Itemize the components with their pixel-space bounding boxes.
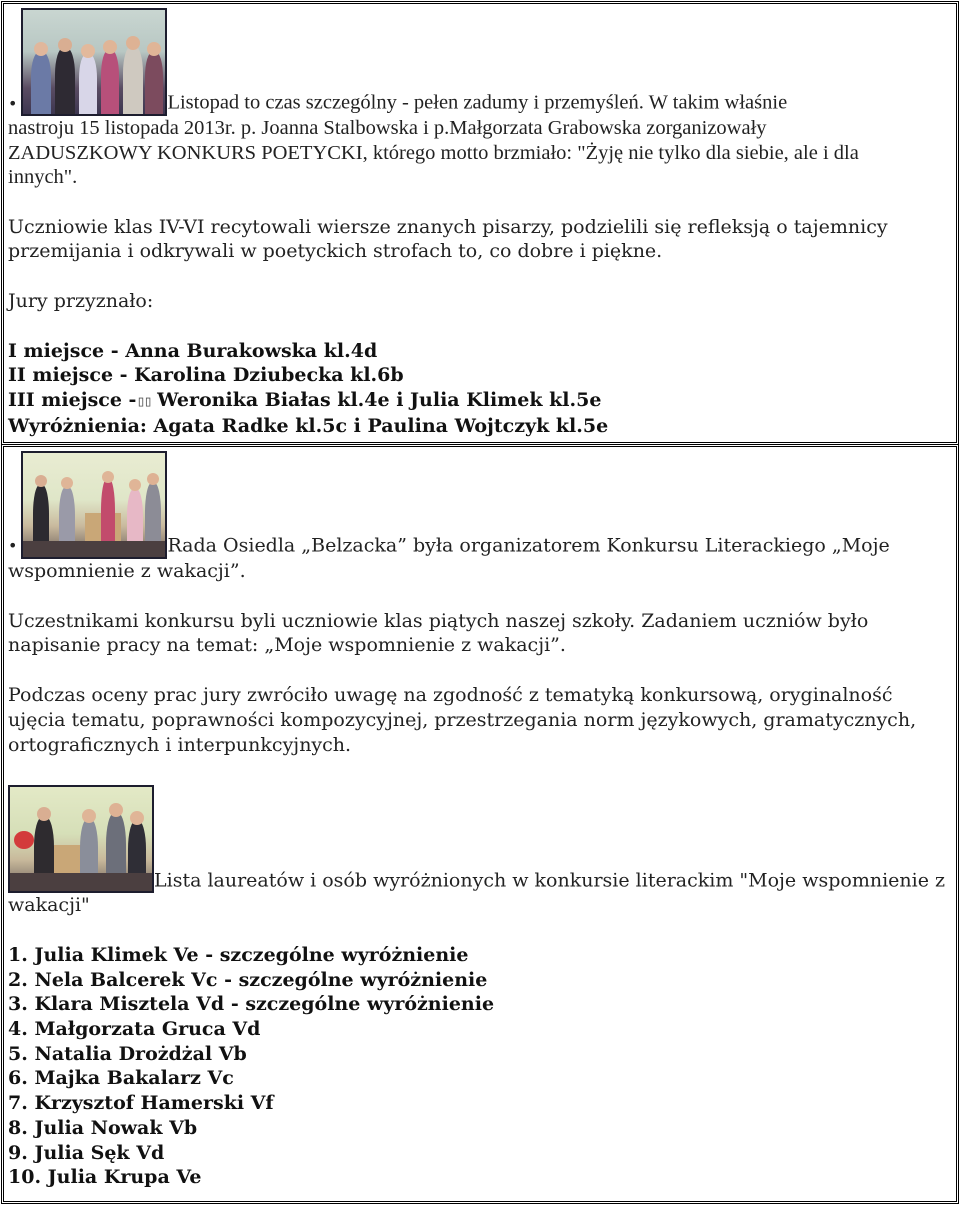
bullet: •	[8, 93, 18, 113]
list-item: 3. Klara Misztela Vd - szczególne wyróżnienie	[8, 993, 495, 1016]
list-item: 10. Julia Krupa Ve	[8, 1166, 202, 1189]
first-place: I miejsce - Anna Burakowska kl.4d	[8, 339, 378, 362]
intro-line-3: ZADUSZKOWY KONKURS POETYCKI, którego motto brzmiało: "Żyję nie tylko dla siebie, ale i dla	[8, 141, 859, 164]
missing-glyphs-icon: ▯▯	[136, 392, 151, 411]
laureates-title	[8, 785, 952, 918]
intro-line-1: Rada Osiedla „Belzacka” była organizatorem Konkursu Literackiego „Moje	[167, 534, 890, 557]
ceremony-photo-icon	[21, 451, 167, 559]
list-title-line-2: wakacji"	[8, 894, 90, 917]
list-item: 2. Nela Balcerek Vc - szczególne wyróżnienie	[8, 968, 488, 991]
award-photo-icon	[8, 785, 154, 893]
list-item: 4. Małgorzata Gruca Vd	[8, 1018, 261, 1041]
list-item: 1. Julia Klimek Ve - szczególne wyróżnienie	[8, 943, 469, 966]
poetry-intro	[8, 8, 952, 190]
third-place-label: III miejsce -	[8, 389, 137, 412]
intro-line-1: Listopad to czas szczególny - pełen zadumy i przemyśleń. W takim właśnie	[167, 91, 788, 114]
list-item: 8. Julia Nowak Vb	[8, 1116, 198, 1139]
recitation-paragraph: Uczniowie klas IV-VI recytowali wiersze znanych pisarzy, podzielili się refleksją o tajemnicy przemijania i odkrywali w poetyckich strofach to, co dobre i piękne.	[8, 215, 888, 263]
article-page	[3, 3, 957, 1205]
jury-heading: Jury przyznało:	[8, 289, 154, 312]
third-place-names: Weronika Białas kl.4e i Julia Klimek kl.5e	[150, 389, 602, 412]
evaluation-paragraph: Podczas oceny prac jury zwróciło uwagę na zgodność z tematyką konkursową, oryginalność ujęcia tematu, poprawności kompozycyjnej, przestrzegania norm językowych, gramatycznych, ortograficznych i interpunkcyjnych.	[8, 684, 917, 756]
intro-line-2: nastroju 15 listopada 2013r. p. Joanna Stalbowska i p.Małgorzata Grabowska zorganizowały	[8, 117, 767, 139]
intro-line-2: wspomnienie z wakacji”.	[8, 560, 246, 582]
list-item: 7. Krzysztof Hamerski Vf	[8, 1092, 274, 1115]
participants-paragraph: Uczestnikami konkursu byli uczniowie klas piątych naszej szkoły. Zadaniem uczniów było napisanie pracy na temat: „Moje wspomnienie z wakacji”.	[8, 609, 869, 657]
list-item: 6. Majka Bakalarz Vc	[8, 1067, 234, 1090]
list-item: 9. Julia Sęk Vd	[8, 1141, 165, 1164]
poetry-contest-section	[3, 3, 957, 443]
bullet: •	[8, 536, 18, 556]
laureates-list	[8, 943, 952, 1190]
third-place	[8, 388, 952, 414]
second-place: II miejsce - Karolina Dziubecka kl.6b	[8, 364, 404, 387]
distinctions: Wyróżnienia: Agata Radke kl.5c i Paulina Wojtczyk kl.5e	[8, 414, 609, 437]
intro-line-4: innych".	[8, 166, 78, 188]
group-photo-icon	[21, 8, 167, 116]
list-title-line-1: Lista laureatów i osób wyróżnionych w konkursie literackim "Moje wspomnienie z	[154, 869, 946, 892]
list-item: 5. Natalia Drożdżal Vb	[8, 1042, 247, 1065]
results-list	[8, 339, 952, 439]
literary-intro	[8, 451, 952, 584]
literary-contest-section	[3, 446, 957, 1202]
